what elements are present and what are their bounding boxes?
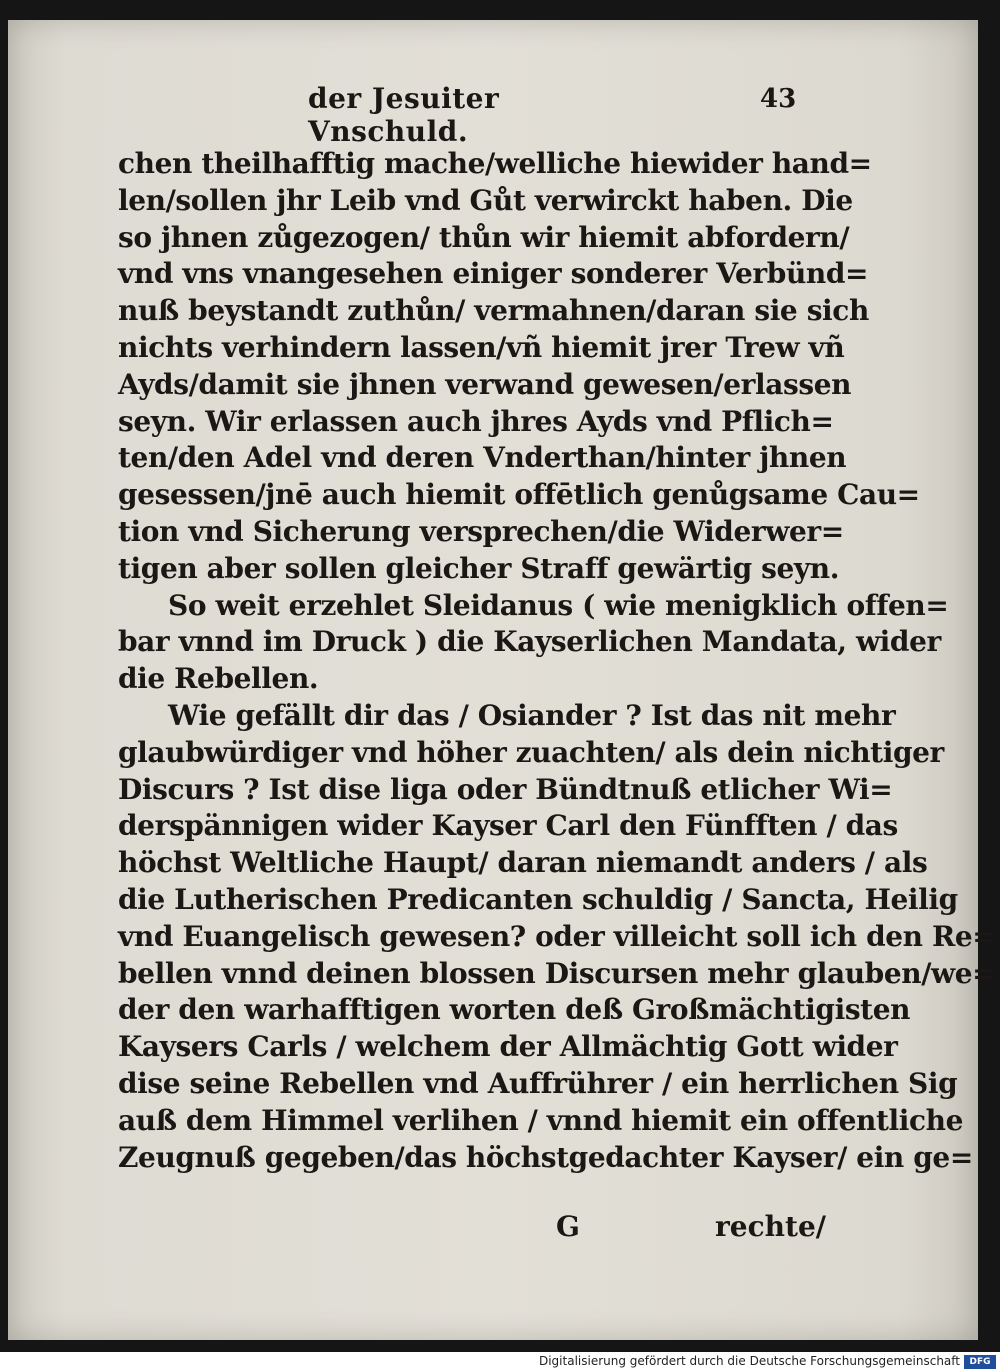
text-line: die Lutherischen Predicanten schuldig / Sancta, Heilig xyxy=(118,882,958,916)
text-line: Wie gefällt dir das / Osiander ? Ist das nit mehr xyxy=(168,698,896,732)
text-line: dise seine Rebellen vnd Auffrührer / ein herrlichen Sig xyxy=(118,1066,958,1100)
text-line: nichts verhindern lassen/vñ hiemit jrer Trew vñ xyxy=(118,330,845,364)
body-text xyxy=(118,146,996,1176)
funding-credit: Digitalisierung gefördert durch die Deutsche Forschungsgemeinschaft xyxy=(538,1354,960,1368)
text-line: glaubwürdiger vnd höher zuachten/ als dein nichtiger xyxy=(118,735,944,769)
signature-mark: G xyxy=(556,1210,580,1243)
footer-bar xyxy=(0,1352,1000,1372)
catchline xyxy=(556,1210,826,1250)
text-line: auß dem Himmel verlihen / vnnd hiemit ein offentliche xyxy=(118,1103,963,1137)
text-line: so jhnen zůgezogen/ thůn wir hiemit abfordern/ xyxy=(118,220,850,254)
text-line: tion vnd Sicherung versprechen/die Widerwer= xyxy=(118,514,844,548)
text-line: Discurs ? Ist dise liga oder Bündtnuß etlicher Wi= xyxy=(118,772,893,806)
text-line: tigen aber sollen gleicher Straff gewärtig seyn. xyxy=(118,551,840,585)
text-line: vnd Euangelisch gewesen? oder villeicht soll ich den Re= xyxy=(118,919,996,953)
text-line: gesessen/jnē auch hiemit offētlich genůgsame Cau= xyxy=(118,478,920,512)
text-line: chen theilhafftig mache/welliche hiewider hand= xyxy=(118,147,872,180)
text-line: len/sollen jhr Leib vnd Gůt verwirckt haben. Die xyxy=(118,183,853,217)
text-line: vnd vns vnangesehen einiger sonderer Verbünd= xyxy=(118,257,869,291)
running-head: der Jesuiter Vnschuld. xyxy=(308,82,500,148)
page-number: 43 xyxy=(760,84,797,114)
text-line: bar vnnd im Druck ) die Kayserlichen Mandata, wider xyxy=(118,625,941,659)
text-line: die Rebellen. xyxy=(118,662,319,696)
text-line: bellen vnnd deinen blossen Discursen mehr glauben/we= xyxy=(118,956,996,990)
text-line: ten/den Adel vnd deren Vnderthan/hinter jhnen xyxy=(118,441,847,475)
text-line: Zeugnuß gegeben/das höchstgedachter Kayser/ ein ge= xyxy=(118,1140,973,1174)
book-page xyxy=(8,20,996,1340)
text-line: höchst Weltliche Haupt/ daran niemandt anders / als xyxy=(118,846,928,880)
text-line: Kaysers Carls / welchem der Allmächtig Gott wider xyxy=(118,1030,898,1064)
text-line: seyn. Wir erlassen auch jhres Ayds vnd Pflich= xyxy=(118,404,834,438)
text-line: Ayds/damit sie jhnen verwand gewesen/erlassen xyxy=(118,367,852,401)
text-line: So weit erzehlet Sleidanus ( wie menigklich offen= xyxy=(168,588,949,622)
text-line: derspännigen wider Kayser Carl den Fünfften / das xyxy=(118,809,898,843)
dfg-logo-icon: DFG xyxy=(964,1355,996,1369)
catchword: rechte/ xyxy=(715,1210,826,1243)
text-line: der den warhafftigen worten deß Großmächtigisten xyxy=(118,993,911,1027)
text-line: nuß beystandt zuthůn/ vermahnen/daran sie sich xyxy=(118,294,869,328)
